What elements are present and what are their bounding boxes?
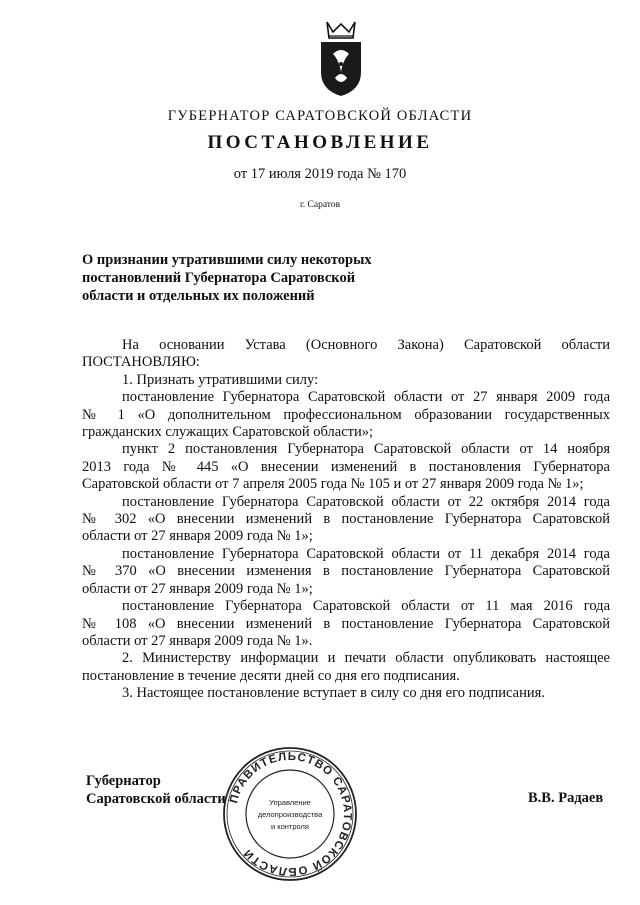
document-date-number: от 17 июля 2019 года № 170 [233, 166, 407, 182]
item-a-line: № 1 «О дополнительном профессиональном образовании государственных [82, 406, 610, 423]
signatory-position-line: Саратовской области [86, 791, 226, 807]
issuing-authority: ГУБЕРНАТОР САРАТОВСКОЙ ОБЛАСТИ [167, 108, 473, 124]
item-e-line: постановление Губернатора Саратовской области от 11 мая 2016 года [122, 598, 610, 615]
signatory-position-line: Губернатор [86, 773, 161, 789]
item-c-line: № 302 «О внесении изменений в постановление Губернатора Саратовской [82, 511, 610, 528]
resolution-keyword: ПОСТАНОВЛЯЮ: [82, 354, 200, 371]
coat-of-arms-emblem [313, 20, 369, 98]
item-e-line: области от 27 января 2009 года № 1». [82, 632, 313, 649]
item-e-line: № 108 «О внесении изменений в постановление Губернатора Саратовской [82, 615, 610, 632]
official-stamp [221, 745, 359, 883]
item-c-line: постановление Губернатора Саратовской области от 22 октября 2014 года [122, 493, 610, 510]
clause-3: 3. Настоящее постановление вступает в силу со дня его подписания. [122, 685, 545, 702]
document-title [82, 251, 422, 305]
stamp-inner-line: делопроизводства [257, 810, 323, 819]
item-a-line: гражданских служащих Саратовской области»; [82, 424, 374, 441]
item-b-line: пункт 2 постановления Губернатора Саратовской области от 14 ноября [122, 441, 610, 458]
title-line: О признании утратившими силу некоторых [82, 252, 372, 268]
document-type-heading: ПОСТАНОВЛЕНИЕ [207, 132, 433, 153]
item-c-line: области от 27 января 2009 года № 1»; [82, 528, 313, 545]
title-line: постановлений Губернатора Саратовской [82, 270, 356, 286]
document-body [82, 337, 610, 703]
item-a-line: постановление Губернатора Саратовской области от 27 января 2009 года [122, 389, 610, 406]
clause-2-line: 2. Министерству информации и печати области опубликовать настоящее [122, 650, 610, 667]
clause-2-line: постановление в течение десяти дней со дня его подписания. [82, 667, 460, 684]
signatory-position [86, 772, 226, 808]
stamp-outer-text: ПРАВИТЕЛЬСТВО САРАТОВСКОЙ ОБЛАСТИ [228, 750, 354, 878]
title-line: области и отдельных их положений [82, 288, 315, 304]
item-d-line: № 370 «О внесении изменения в постановление Губернатора Саратовской [82, 563, 610, 580]
stamp-inner-line: Управление [269, 798, 311, 807]
intro-paragraph: На основании Устава (Основного Закона) Саратовской области [122, 337, 610, 353]
item-d-line: постановление Губернатора Саратовской области от 11 декабря 2014 года [122, 545, 610, 562]
stamp-inner-line: и контроля [270, 822, 310, 831]
item-b-line: 2013 года № 445 «О внесении изменений в постановления Губернатора [82, 458, 610, 475]
item-d-line: области от 27 января 2009 года № 1»; [82, 580, 313, 597]
signatory-name: В.В. Радаев [528, 790, 604, 806]
item-b-line: Саратовской области от 7 апреля 2005 года № 105 и от 27 января 2009 года № 1»; [82, 476, 584, 493]
document-city: г. Саратов [299, 200, 341, 210]
clause-1-heading: 1. Признать утратившими силу: [122, 371, 319, 388]
